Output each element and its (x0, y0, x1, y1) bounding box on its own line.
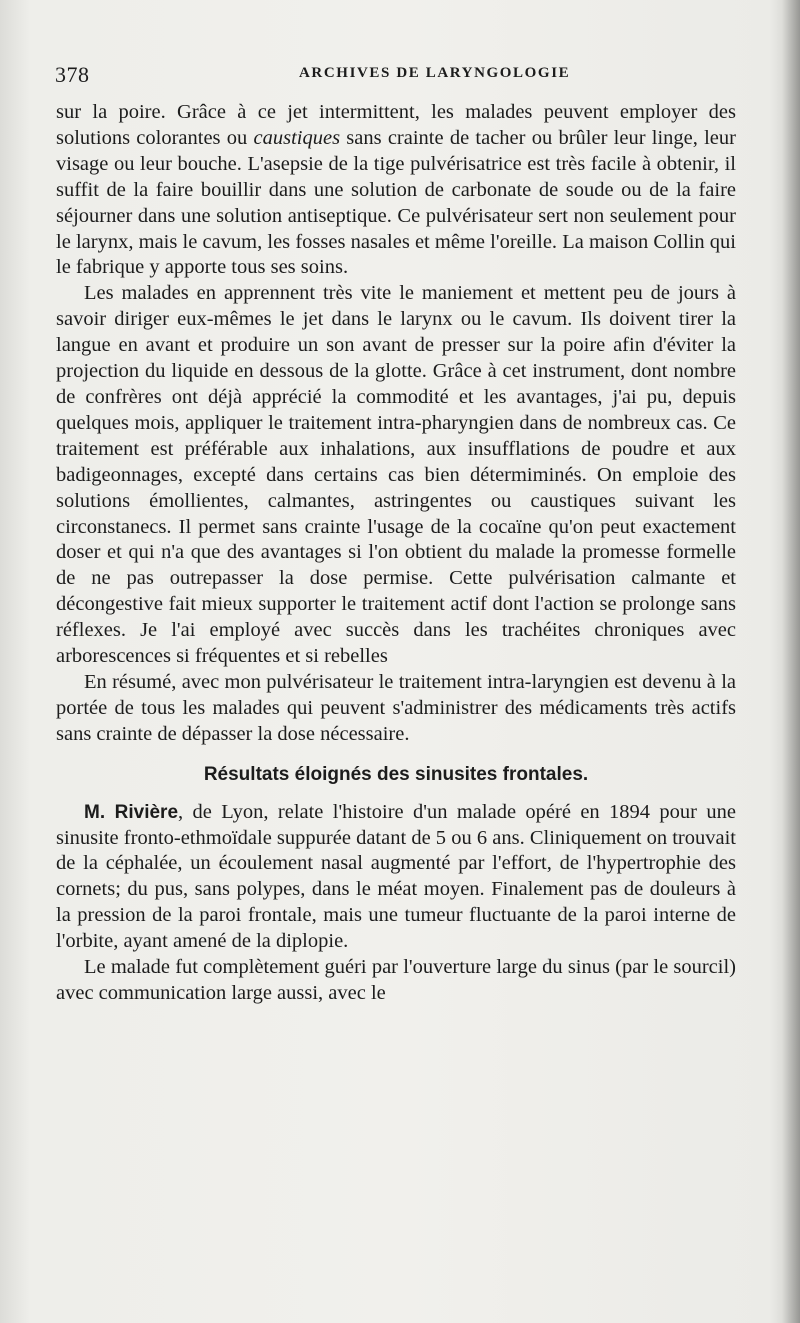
running-title: ARCHIVES DE LARYNGOLOGIE (299, 65, 571, 81)
section-title: Résultats éloignés des sinusites frontales. (203, 763, 589, 785)
body-text (56, 100, 736, 1007)
section-paragraph-2: Le malade fut complètement guéri par l'ouverture large du sinus (par le sourcil) avec communication large aussi, avec le (56, 956, 736, 1004)
paragraph-1-start: sur la poire. Grâce à ce jet intermittent, les malades peuvent employer des solutions colorantes ou (56, 101, 736, 149)
paragraph-1-italic: caustiques (253, 126, 341, 149)
section-paragraph-1 (56, 800, 736, 955)
author-name: M. Rivière (84, 801, 179, 823)
paragraph-1-end: sans crainte de tacher ou brûler leur linge, leur visage ou leur bouche. L'asepsie de la tige pulvérisatrice est très facile à obtenir, il suffit de la faire bouillir dans une solution de carbonate de soude ou de la faire séjourner dans une solution antiseptique. Ce pulvérisateur sert non seulement pour le larynx, mais le cavum, les fosses nasales et même l'oreille. La maison Collin qui le fabrique y apporte tous ses soins. (56, 126, 736, 279)
page-edge-shadow (782, 0, 800, 1323)
paragraph-3: En résumé, avec mon pulvérisateur le traitement intra-laryngien est devenu à la portée de tous les malades qui peuvent s'administrer des médicaments très actifs sans crainte de dépasser la dose nécessaire. (56, 670, 736, 745)
paragraph-1 (56, 100, 736, 281)
page-header (55, 62, 745, 92)
page-number: 378 (55, 62, 90, 87)
section-paragraph-1-text: , de Lyon, relate l'histoire d'un malade opéré en 1894 pour une sinusite fronto-ethmoïdale suppurée datant de 5 ou 6 ans. Cliniquement on trouvait de la céphalée, un écoulement nasal augmenté par l'effort, de l'hypertrophie des cornets; du pus, sans polypes, dans le méat moyen. Finalement pas de douleurs à la pression de la paroi frontale, mais une tumeur fluctuante de la paroi interne de l'orbite, ayant amené de la diplopie. (56, 800, 736, 953)
paragraph-2: Les malades en apprennent très vite le maniement et mettent peu de jours à savoir diriger eux-mêmes le jet dans le larynx ou le cavum. Ils doivent tirer la langue en avant et produire un son avant de presser sur la poire afin d'éviter la projection du liquide en dessous de la glotte. Grâce à cet instrument, dont nombre de confrères ont déjà apprécié la commodité et les avantages, j'ai pu, depuis quelques mois, appliquer le traitement intra-pharyngien dans de nombreux cas. Ce traitement est préférable aux inhalations, aux insufflations de poudre et aux badigeonnages, excepté dans certains cas bien détermiminés. On emploie des solutions émollientes, calmantes, astringentes ou caustiques suivant les circonstanecs. Il permet sans crainte l'usage de la cocaïne qu'on peut exactement doser et qui n'a que des avantages si l'on obtient du malade la promesse formelle de ne pas outrepasser la dose permise. Cette pulvérisation calmante et décongestive fait mieux supporter le traitement actif dont l'action se prolonge sans réflexes. Je l'ai employé avec succès dans les trachéites chroniques avec arborescences si fréquentes et si rebelles (56, 282, 736, 668)
